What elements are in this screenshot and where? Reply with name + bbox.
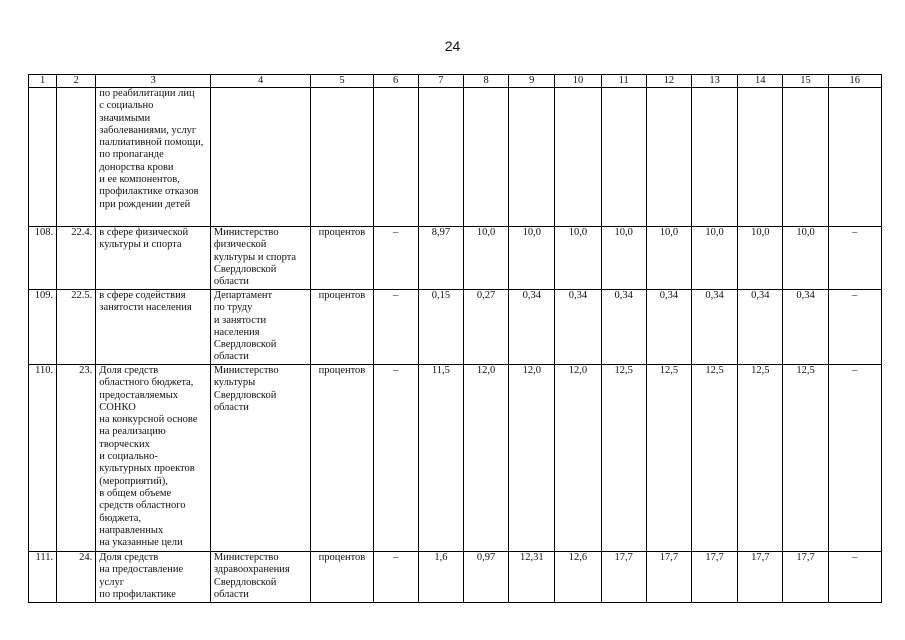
value-cell: 10,0 xyxy=(509,227,555,290)
executor: Министерство культуры Свердловской области xyxy=(210,365,310,552)
indicator-name: по реабилитации лиц с социально значимыми заболеваниями, услуг паллиативной помощи, по пропаганде донорства крови и ее компонентов, профилактике отказов при рождении детей xyxy=(96,88,211,227)
unit: процентов xyxy=(311,365,373,552)
column-header: 14 xyxy=(738,75,783,88)
column-header: 11 xyxy=(601,75,646,88)
table-row xyxy=(29,227,882,290)
value-cell: 12,0 xyxy=(463,365,508,552)
column-header: 9 xyxy=(509,75,555,88)
value-cell: 17,7 xyxy=(601,552,646,603)
executor: Министерство здравоохранения Свердловской области xyxy=(210,552,310,603)
value-cell xyxy=(509,88,555,227)
value-cell: – xyxy=(828,365,881,552)
value-cell xyxy=(646,88,691,227)
value-cell: 0,97 xyxy=(463,552,508,603)
table-row xyxy=(29,290,882,365)
value-cell: 0,34 xyxy=(783,290,828,365)
value-cell: 1,6 xyxy=(418,552,463,603)
value-cell: – xyxy=(828,290,881,365)
value-cell: 8,97 xyxy=(418,227,463,290)
value-cell: – xyxy=(373,227,418,290)
value-cell: 10,0 xyxy=(783,227,828,290)
value-cell: 12,5 xyxy=(783,365,828,552)
table-row xyxy=(29,88,882,227)
value-cell: 12,6 xyxy=(555,552,601,603)
value-cell xyxy=(601,88,646,227)
column-header: 15 xyxy=(783,75,828,88)
value-cell: 12,0 xyxy=(509,365,555,552)
value-cell xyxy=(463,88,508,227)
row-number: 109. xyxy=(29,290,57,365)
row-number: 110. xyxy=(29,365,57,552)
column-header: 13 xyxy=(692,75,738,88)
value-cell: 12,31 xyxy=(509,552,555,603)
value-cell: 0,34 xyxy=(601,290,646,365)
executor: Министерство физической культуры и спорта Свердловской области xyxy=(210,227,310,290)
unit: процентов xyxy=(311,290,373,365)
unit: процентов xyxy=(311,227,373,290)
value-cell xyxy=(692,88,738,227)
value-cell xyxy=(828,88,881,227)
executor: Департамент по труду и занятости населения Свердловской области xyxy=(210,290,310,365)
value-cell: 17,7 xyxy=(738,552,783,603)
indicator-code: 24. xyxy=(57,552,96,603)
unit: процентов xyxy=(311,552,373,603)
value-cell: – xyxy=(828,552,881,603)
indicator-name: Доля средств областного бюджета, предоставляемых СОНКО на конкурсной основе на реализацию творческих и социально- культурных проектов (мероприятий), в общем объеме средств областного бюджета, направленных на указанные цели xyxy=(96,365,211,552)
value-cell: 10,0 xyxy=(646,227,691,290)
value-cell: 10,0 xyxy=(463,227,508,290)
indicator-code xyxy=(57,88,96,227)
row-number: 111. xyxy=(29,552,57,603)
indicator-code: 23. xyxy=(57,365,96,552)
value-cell xyxy=(373,88,418,227)
value-cell: 0,34 xyxy=(509,290,555,365)
indicator-name: в сфере содействия занятости населения xyxy=(96,290,211,365)
value-cell: 10,0 xyxy=(738,227,783,290)
value-cell: – xyxy=(373,365,418,552)
column-header: 16 xyxy=(828,75,881,88)
column-header: 6 xyxy=(373,75,418,88)
column-header: 4 xyxy=(210,75,310,88)
table-row xyxy=(29,365,882,552)
column-header: 3 xyxy=(96,75,211,88)
executor xyxy=(210,88,310,227)
value-cell: 12,0 xyxy=(555,365,601,552)
row-number: 108. xyxy=(29,227,57,290)
value-cell: 12,5 xyxy=(646,365,691,552)
value-cell xyxy=(738,88,783,227)
value-cell: 17,7 xyxy=(783,552,828,603)
value-cell xyxy=(555,88,601,227)
value-cell: 10,0 xyxy=(601,227,646,290)
value-cell: 11,5 xyxy=(418,365,463,552)
column-header: 2 xyxy=(57,75,96,88)
value-cell: 10,0 xyxy=(692,227,738,290)
value-cell: 0,27 xyxy=(463,290,508,365)
column-header: 10 xyxy=(555,75,601,88)
value-cell: 10,0 xyxy=(555,227,601,290)
value-cell: 0,34 xyxy=(692,290,738,365)
column-header: 8 xyxy=(463,75,508,88)
table-header-row xyxy=(29,75,882,88)
value-cell: 12,5 xyxy=(692,365,738,552)
indicator-name: Доля средств на предоставление услуг по профилактике xyxy=(96,552,211,603)
column-header: 12 xyxy=(646,75,691,88)
indicator-name: в сфере физической культуры и спорта xyxy=(96,227,211,290)
value-cell: – xyxy=(373,290,418,365)
table-row xyxy=(29,552,882,603)
unit xyxy=(311,88,373,227)
value-cell xyxy=(783,88,828,227)
value-cell: 12,5 xyxy=(738,365,783,552)
column-header: 5 xyxy=(311,75,373,88)
column-header: 7 xyxy=(418,75,463,88)
indicator-code: 22.4. xyxy=(57,227,96,290)
value-cell: – xyxy=(828,227,881,290)
value-cell: 12,5 xyxy=(601,365,646,552)
indicator-table xyxy=(28,74,882,603)
value-cell: 0,34 xyxy=(555,290,601,365)
value-cell xyxy=(418,88,463,227)
value-cell: 0,34 xyxy=(738,290,783,365)
value-cell: – xyxy=(373,552,418,603)
indicator-code: 22.5. xyxy=(57,290,96,365)
row-number xyxy=(29,88,57,227)
value-cell: 17,7 xyxy=(692,552,738,603)
page-number: 24 xyxy=(444,38,461,54)
value-cell: 0,15 xyxy=(418,290,463,365)
column-header: 1 xyxy=(29,75,57,88)
value-cell: 0,34 xyxy=(646,290,691,365)
value-cell: 17,7 xyxy=(646,552,691,603)
